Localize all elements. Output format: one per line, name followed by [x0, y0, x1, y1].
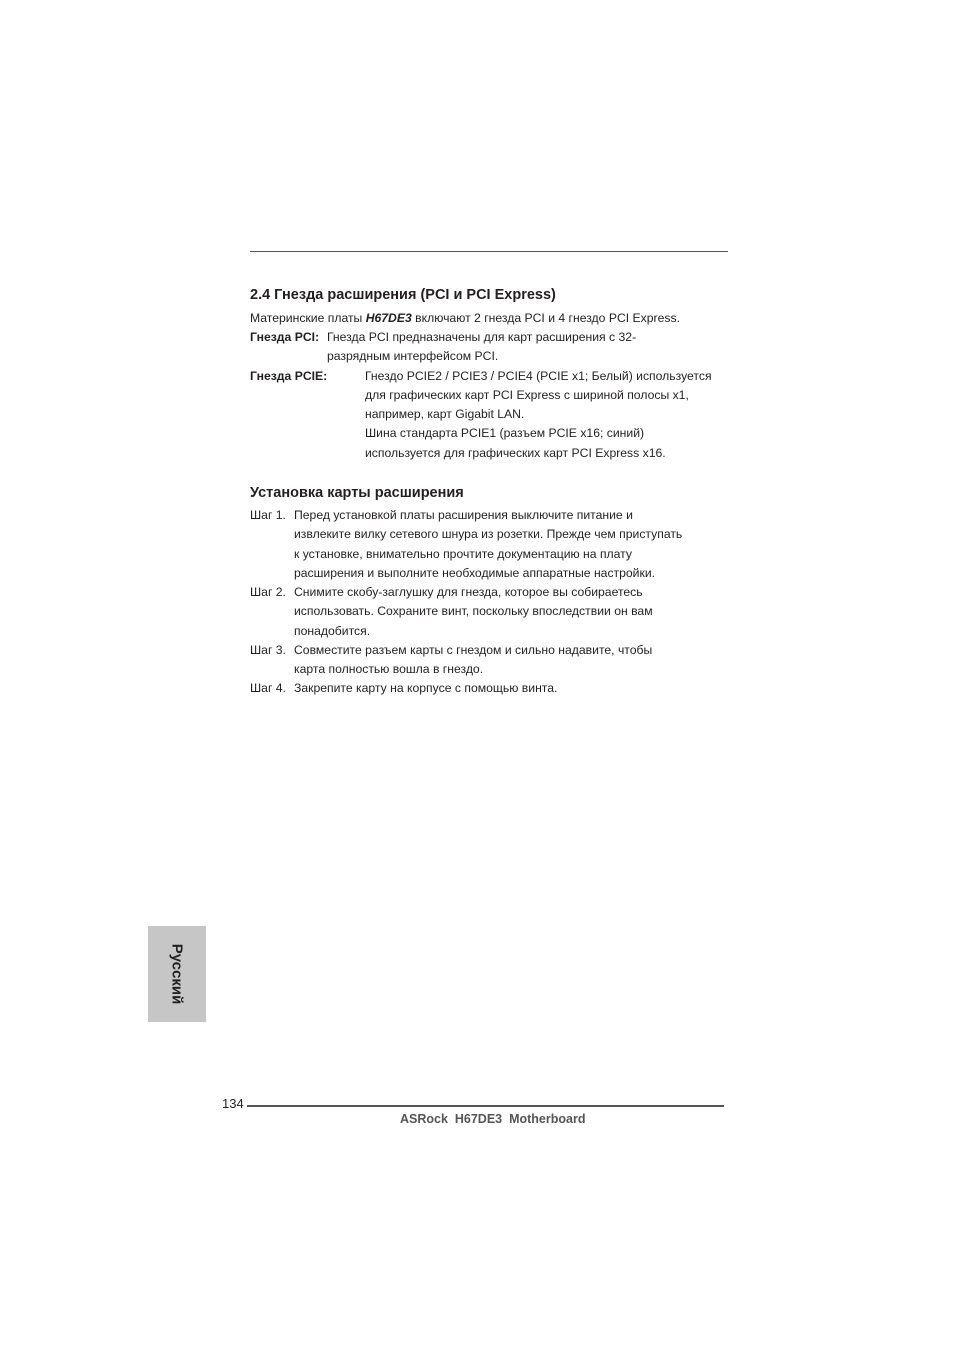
step-1-line-1: Перед установкой платы расширения выключите питание и	[294, 508, 633, 522]
intro-suffix: включают 2 гнезда PCI и 4 гнездо PCI Express.	[411, 311, 680, 325]
step-2-line-3: понадобится.	[294, 624, 371, 638]
step-2-line-2: использовать. Сохраните винт, поскольку впоследствии он вам	[294, 604, 653, 618]
top-rule	[250, 251, 728, 252]
step-2-label: Шаг 2.	[250, 585, 286, 599]
pcie-text-line-3: например, карт Gigabit LAN.	[365, 407, 525, 421]
footer-product-name: ASRock H67DE3 Motherboard	[400, 1112, 586, 1126]
pcie-text-line-4: Шина стандарта PCIE1 (разъем PCIE x16; синий)	[365, 426, 645, 440]
install-title: Установка карты расширения	[250, 485, 464, 501]
step-1-label: Шаг 1.	[250, 508, 286, 522]
section-title: 2.4 Гнезда расширения (PCI и PCI Express)	[250, 287, 556, 303]
step-3-line-1: Совместите разъем карты с гнездом и сильно надавите, чтобы	[294, 643, 653, 657]
page-number: 134	[222, 1096, 244, 1111]
intro-model: H67DE3	[365, 311, 412, 325]
pcie-text-line-1: Гнездо PCIE2 / PCIE3 / PCIE4 (PCIE x1; Белый) используется	[365, 369, 712, 383]
step-2-line-1: Снимите скобу-заглушку для гнезда, которое вы собираетесь	[294, 585, 643, 599]
pci-text-line-1: Гнезда PCI предназначены для карт расширения с 32-	[327, 330, 637, 344]
step-4-line-1: Закрепите карту на корпусе с помощью винта.	[294, 681, 558, 695]
pcie-text-line-2: для графических карт PCI Express с шириной полосы x1,	[365, 388, 689, 402]
pcie-label: Гнезда PCIE:	[250, 369, 328, 383]
step-3-line-2: карта полностью вошла в гнездо.	[294, 662, 484, 676]
step-1-line-4: расширения и выполните необходимые аппаратные настройки.	[294, 566, 656, 580]
pci-text-line-2: разрядным интерфейсом PCI.	[327, 349, 499, 363]
language-side-tab	[148, 926, 206, 1022]
step-3-label: Шаг 3.	[250, 643, 286, 657]
intro-line	[250, 311, 680, 326]
pci-label: Гнезда PCI:	[250, 330, 320, 344]
intro-prefix: Материнские платы	[250, 311, 366, 325]
step-1-line-3: к установке, внимательно прочтите документацию на плату	[294, 547, 632, 561]
step-4-label: Шаг 4.	[250, 681, 286, 695]
pcie-text-line-5: используется для графических карт PCI Express x16.	[365, 446, 666, 460]
footer-rule	[247, 1105, 724, 1107]
step-1-line-2: извлеките вилку сетевого шнура из розетки. Прежде чем приступать	[294, 527, 683, 541]
language-label: Русский	[168, 943, 186, 1005]
